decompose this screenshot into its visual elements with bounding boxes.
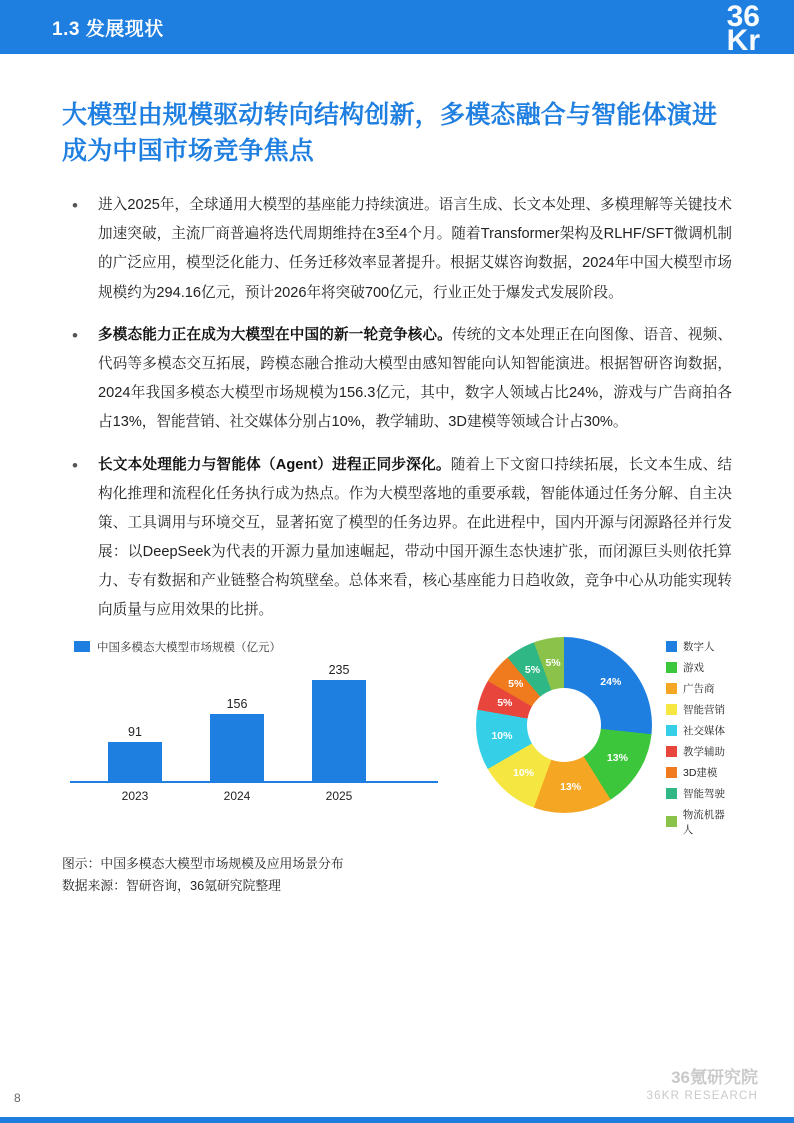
page-number: 8 <box>14 1091 21 1105</box>
kr36-logo <box>727 2 760 56</box>
bullet-lead-2: 长文本处理能力与智能体（Agent）进程正同步深化。 <box>98 456 451 473</box>
legend-swatch-icon <box>666 662 677 673</box>
legend-swatch-icon <box>666 704 677 715</box>
legend-item <box>666 639 734 654</box>
donut-slice-label: 5% <box>545 656 561 669</box>
legend-swatch-icon <box>74 641 90 652</box>
charts-row <box>62 639 732 839</box>
bar <box>210 714 264 781</box>
figure-notes <box>62 853 732 898</box>
legend-label: 教学辅助 <box>683 745 725 758</box>
page-header <box>0 0 794 57</box>
legend-swatch-icon <box>666 641 677 652</box>
legend-swatch-icon <box>666 746 677 757</box>
logo-line-2: Kr <box>726 24 760 57</box>
bullet-text-2: 随着上下文窗口持续拓展，长文本生成、结构化推理和流程化任务执行成为热点。作为大模型落地的重要承载，智能体通过任务分解、自主决策、工具调用与环境交互，显著拓宽了模型的任务边界。在此进程中，国内开源与闭源路径并行发展：以DeepSeek为代表的开源力量加速崛起，带动中国开源生态快速扩张，而闭源巨头则依托算力、专有数据和产业链整合构筑壁垒。总体来看，核心基座能力日趋收敛，竞争中心从功能实现转向质量与应用效果的比拼。 <box>98 456 732 619</box>
bar-chart-legend <box>74 639 442 655</box>
legend-label: 智能驾驶 <box>683 787 725 800</box>
page-content <box>0 54 794 1123</box>
donut-chart-legend <box>666 639 734 843</box>
section-title: 1.3 发展现状 <box>52 18 164 40</box>
bar-value-label: 235 <box>328 662 350 677</box>
legend-item <box>666 723 734 738</box>
donut-chart <box>454 633 734 836</box>
list-item <box>62 451 732 626</box>
legend-item <box>666 807 734 837</box>
footer-brand <box>647 1067 758 1103</box>
bar-category-label: 2024 <box>223 788 251 803</box>
legend-item <box>666 744 734 759</box>
legend-swatch-icon <box>666 816 677 827</box>
legend-item <box>666 702 734 717</box>
bar-chart <box>62 639 442 829</box>
legend-item <box>666 681 734 696</box>
bar-group <box>108 724 162 803</box>
donut-slice-label: 5% <box>524 664 541 677</box>
bullet-text-1: 传统的文本处理正在向图像、语音、视频、代码等多模态交互拓展，跨模态融合推动大模型由感知智能向认知智能演进。根据智研咨询数据，2024年我国多模态大模型市场规模为156.3亿元，其中，数字人领域占比24%，游戏与广告商拍各占13%，智能营销、社交媒体分别占10%，教学辅助、3D建模等领域合计占30%。 <box>98 326 732 431</box>
donut-slice-label: 13% <box>560 781 582 794</box>
donut-hole <box>527 688 601 762</box>
legend-item <box>666 765 734 780</box>
legend-swatch-icon <box>666 725 677 736</box>
legend-label: 社交媒体 <box>683 724 725 737</box>
legend-item <box>666 786 734 801</box>
bullet-text-0: 进入2025年，全球通用大模型的基座能力持续演进。语言生成、长文本处理、多模理解等关键技术加速突破，主流厂商普遍将迭代周期维持在3至4个月。随着Transformer架构及RLHF/SFT微调机制的广泛应用，模型泛化能力、任务迁移效率显著提升。根据艾媒咨询数据，2024年中国大模型市场规模约为294.16亿元，预计2026年将突破700亿元，行业正处于爆发式发展阶段。 <box>98 197 732 301</box>
legend-label: 智能营销 <box>683 703 725 716</box>
legend-item <box>666 660 734 675</box>
legend-label: 物流机器人 <box>682 808 725 836</box>
bar-category-label: 2025 <box>325 788 353 803</box>
bar-group <box>312 662 366 803</box>
legend-label: 广告商 <box>683 682 715 695</box>
bottom-rule <box>0 1117 794 1123</box>
donut-slice-label: 10% <box>491 729 513 742</box>
bar-chart-axis <box>70 781 438 783</box>
donut-slice-label: 5% <box>508 678 524 691</box>
bullet-list <box>62 191 732 626</box>
bullet-lead-1: 多模态能力正在成为大模型在中国的新一轮竞争核心。 <box>98 326 452 343</box>
donut-chart-plot <box>476 637 652 813</box>
donut-slice-label: 13% <box>606 752 628 764</box>
legend-swatch-icon <box>666 683 677 694</box>
legend-swatch-icon <box>666 767 677 778</box>
bar <box>108 742 162 781</box>
figure-source: 数据来源：智研咨询，36氪研究院整理 <box>62 878 281 894</box>
donut-slice-label: 10% <box>512 766 535 779</box>
list-item <box>62 321 732 438</box>
bar-chart-plot <box>62 662 442 807</box>
logo-line-1: 36 <box>726 0 760 33</box>
footer-brand-en: 36KR RESEARCH <box>646 1089 758 1102</box>
legend-label: 游戏 <box>683 661 704 674</box>
bar-group <box>210 696 264 803</box>
donut-slice-label: 5% <box>497 697 513 710</box>
list-item <box>62 191 732 308</box>
footer-brand-cn: 36氪研究院 <box>671 1068 758 1088</box>
bar-category-label: 2023 <box>121 788 149 803</box>
legend-label: 3D建模 <box>683 766 718 779</box>
donut-slice-label: 24% <box>600 676 622 689</box>
bar-value-label: 91 <box>128 724 142 739</box>
bar-chart-legend-label: 中国多模态大模型市场规模（亿元） <box>97 641 281 654</box>
bar <box>312 680 366 781</box>
legend-swatch-icon <box>666 788 677 799</box>
bar-value-label: 156 <box>226 696 248 711</box>
page-title: 大模型由规模驱动转向结构创新，多模态融合与智能体演进成为中国市场竞争焦点 <box>62 101 718 165</box>
figure-caption: 图示：中国多模态大模型市场规模及应用场景分布 <box>62 855 344 871</box>
legend-label: 数字人 <box>683 640 715 653</box>
